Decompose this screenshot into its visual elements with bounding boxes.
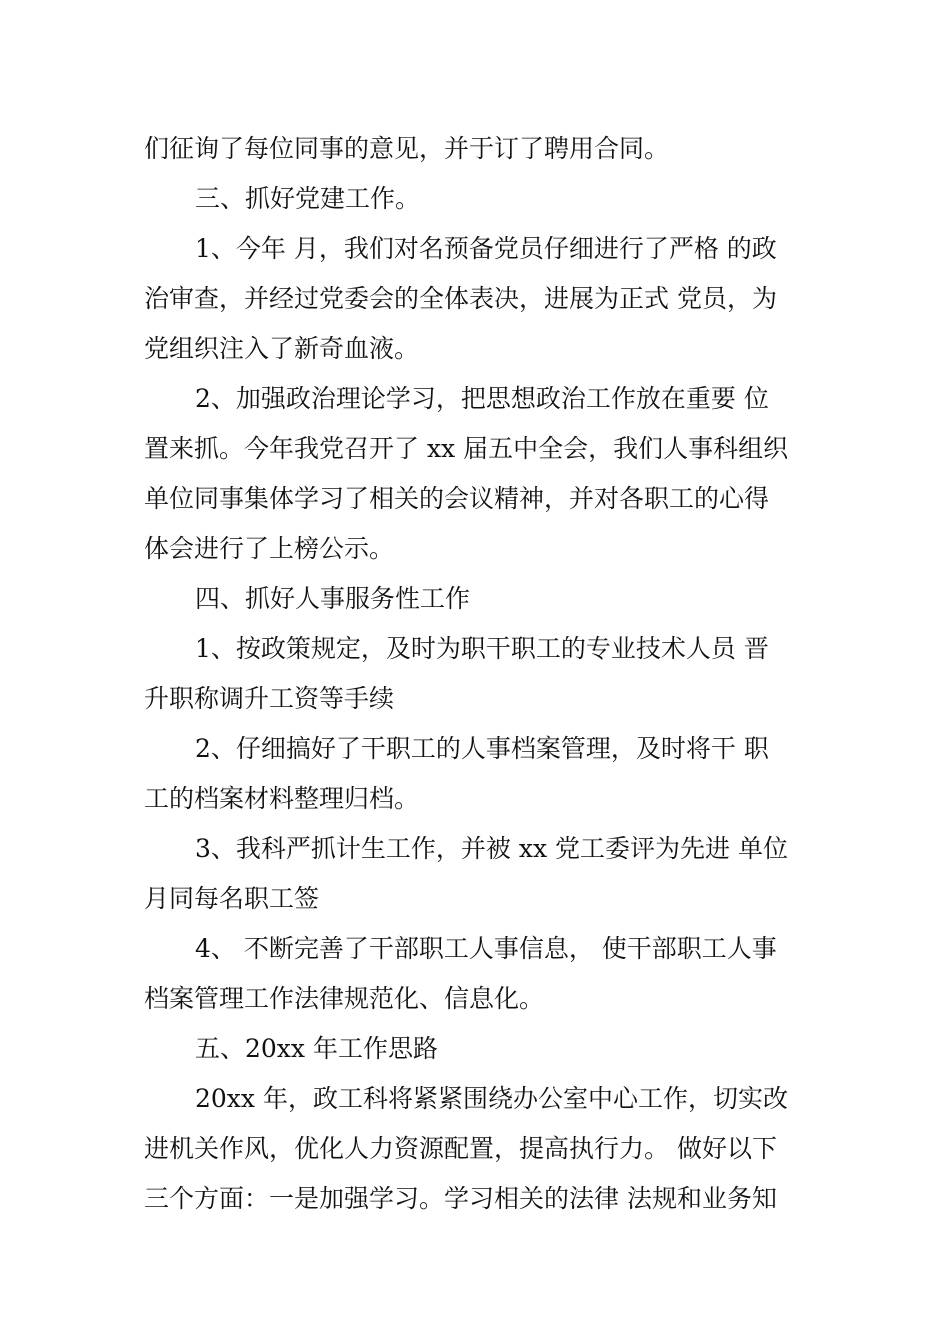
- section-heading: 四、抓好人事服务性工作: [195, 584, 471, 613]
- text-line: 体会进行了上榜公示。: [144, 534, 395, 563]
- text-line: 1、按政策规定，及时为职干职工的专业技术人员 晋: [195, 634, 769, 663]
- text-line: 4、 不断完善了干部职工人事信息， 使干部职工人事: [195, 934, 777, 963]
- text-line: 3、我科严抓计生工作，并被 xx 党工委评为先进 单位: [195, 834, 788, 863]
- text-line: 治审查，并经过党委会的全体表决，进展为正式 党员，为: [144, 284, 777, 313]
- document-body: [144, 124, 808, 1224]
- section-heading: 五、20xx 年工作思路: [195, 1034, 438, 1063]
- text-line: 们征询了每位同事的意见，并于订了聘用合同。: [144, 134, 670, 163]
- text-line: 工的档案材料整理归档。: [144, 784, 420, 813]
- text-line: 20xx 年，政工科将紧紧围绕办公室中心工作，切实改: [195, 1084, 788, 1113]
- text-line: 档案管理工作法律规范化、信息化。: [144, 984, 545, 1013]
- text-line: 三个方面：一是加强学习。学习相关的法律 法规和业务知: [144, 1184, 777, 1213]
- text-line: 进机关作风，优化人力资源配置，提高执行力。 做好以下: [144, 1134, 777, 1163]
- text-line: 党组织注入了新奇血液。: [144, 334, 420, 363]
- section-heading: 三、抓好党建工作。: [195, 184, 421, 213]
- text-line: 单位同事集体学习了相关的会议精神，并对各职工的心得: [144, 484, 770, 513]
- text-line: 2、加强政治理论学习，把思想政治工作放在重要 位: [195, 384, 769, 413]
- text-line: 升职称调升工资等手续: [144, 684, 395, 713]
- text-line: 置来抓。今年我党召开了 xx 届五中全会，我们人事科组织: [144, 434, 789, 463]
- text-line: 2、仔细搞好了干职工的人事档案管理，及时将干 职: [195, 734, 769, 763]
- text-line: 1、今年 月，我们对名预备党员仔细进行了严格 的政: [195, 234, 777, 263]
- text-line: 月同每名职工签: [144, 884, 320, 913]
